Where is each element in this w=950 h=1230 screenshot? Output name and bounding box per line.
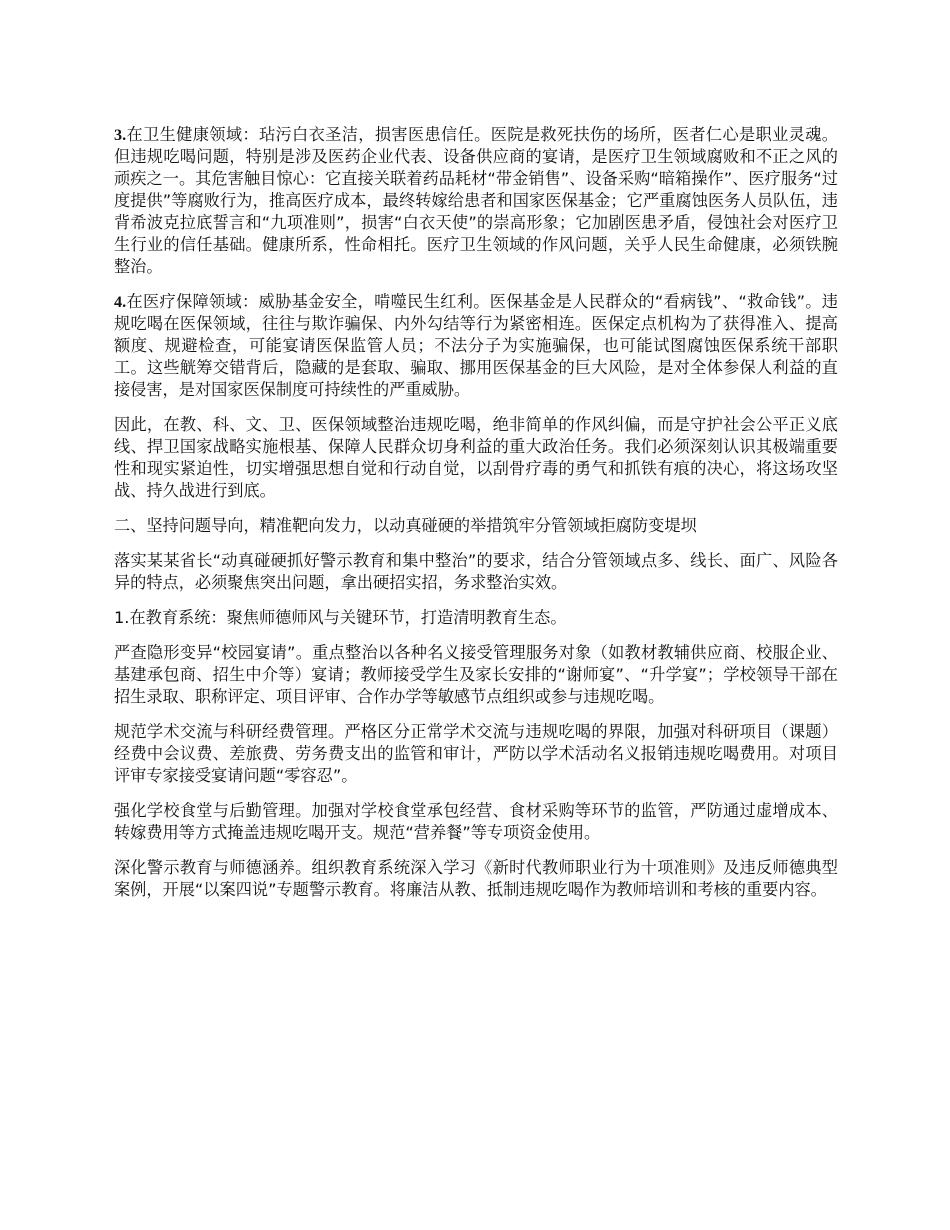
paragraph-text: 在医疗保障领域：威胁基金安全，啃噬民生红利。医保基金是人民群众的“看病钱”、“救命钱”。违规吃喝在医保领域，往往与欺诈骗保、内外勾结等行为紧密相连。医保定点机构为了获得准入、提高额度、规避检查，可能宴请医保监管人员；不法分子为实施骗保，也可能试图腐蚀医保系统干部职工。这些觥筹交错背后，隐藏的是套取、骗取、挪用医保基金的巨大风险，是对全体参保人利益的直接侵害，是对国家医保制度可持续性的严重威胁。: [114, 292, 838, 399]
paragraph-canteen-management: [114, 800, 838, 844]
paragraph-text: 规范学术交流与科研经费管理。严格区分正常学术交流与违规吃喝的界限，加强对科研项目（课题）经费中会议费、差旅费、劳务费支出的监管和审计，严防以学术活动名义报销违规吃喝费用。对项目评审专家接受宴请问题“零容忍”。: [114, 722, 838, 785]
paragraph-number: 3.: [114, 126, 127, 144]
section-heading-text: 二、坚持问题导向，精准靶向发力，以动真碰硬的举措筑牢分管领域拒腐防变堤坝: [114, 516, 697, 535]
paragraph-text: 因此，在教、科、文、卫、医保领域整治违规吃喝，绝非简单的作风纠偏，而是守护社会公平正义底线、捍卫国家战略实施根基、保障人民群众切身利益的重大政治任务。我们必须深刻认识其极端重要性和现实紧迫性，切实增强思想自觉和行动自觉，以刮骨疗毒的勇气和抓铁有痕的决心，将这场攻坚战、持久战进行到底。: [114, 415, 838, 500]
paragraph-number: 4.: [114, 293, 127, 311]
paragraph-conclusion: [114, 414, 838, 502]
paragraph-warning-education: [114, 857, 838, 901]
paragraph-requirement: [114, 550, 838, 594]
paragraph-text: 强化学校食堂与后勤管理。加强对学校食堂承包经营、食材采购等环节的监管，严防通过虚增成本、转嫁费用等方式掩盖违规吃喝开支。规范“营养餐”等专项资金使用。: [114, 801, 838, 842]
paragraph-medical-insurance: [114, 291, 838, 401]
paragraph-text: 在卫生健康领域：玷污白衣圣洁，损害医患信任。医院是救死扶伤的场所，医者仁心是职业灵魂。但违规吃喝问题，特别是涉及医药企业代表、设备供应商的宴请，是医疗卫生领域腐败和不正之风的顽疾之一。其危害触目惊心：它直接关联着药品耗材“带金销售”、设备采购“暗箱操作”、医疗服务“过度提供”等腐败行为，推高医疗成本，最终转嫁给患者和国家医保基金；它严重腐蚀医务人员队伍，违背希波克拉底誓言和“九项准则”，损害“白衣天使”的崇高形象；它加剧医患矛盾，侵蚀社会对医疗卫生行业的信任基础。健康所系，性命相托。医疗卫生领域的作风问题，关乎人民生命健康，必须铁腕整治。: [114, 125, 838, 276]
section-heading-two: [114, 515, 838, 537]
paragraph-text: 严查隐形变异“校园宴请”。重点整治以各种名义接受管理服务对象（如教材教辅供应商、校服企业、基建承包商、招生中介等）宴请；教师接受学生及家长安排的“谢师宴”、“升学宴”；学校领导干部在招生录取、职称评定、项目评审、合作办学等敏感节点组织或参与违规吃喝。: [114, 643, 838, 706]
subheading-text: 1.在教育系统：聚焦师德师风与关键环节，打造清明教育生态。: [114, 608, 567, 627]
paragraph-campus-banquets: [114, 642, 838, 708]
subheading-education-system: [114, 607, 838, 629]
paragraph-academic-exchange: [114, 721, 838, 787]
paragraph-text: 深化警示教育与师德涵养。组织教育系统深入学习《新时代教师职业行为十项准则》及违反师德典型案例，开展“以案四说”专题警示教育。将廉洁从教、抵制违规吃喝作为教师培训和考核的重要内容。: [114, 858, 838, 899]
paragraph-healthcare: [114, 124, 838, 278]
document-page: [114, 124, 838, 914]
paragraph-text: 落实某某省长“动真碰硬抓好警示教育和集中整治”的要求，结合分管领域点多、线长、面广、风险各异的特点，必须聚焦突出问题，拿出硬招实招，务求整治实效。: [114, 551, 838, 592]
